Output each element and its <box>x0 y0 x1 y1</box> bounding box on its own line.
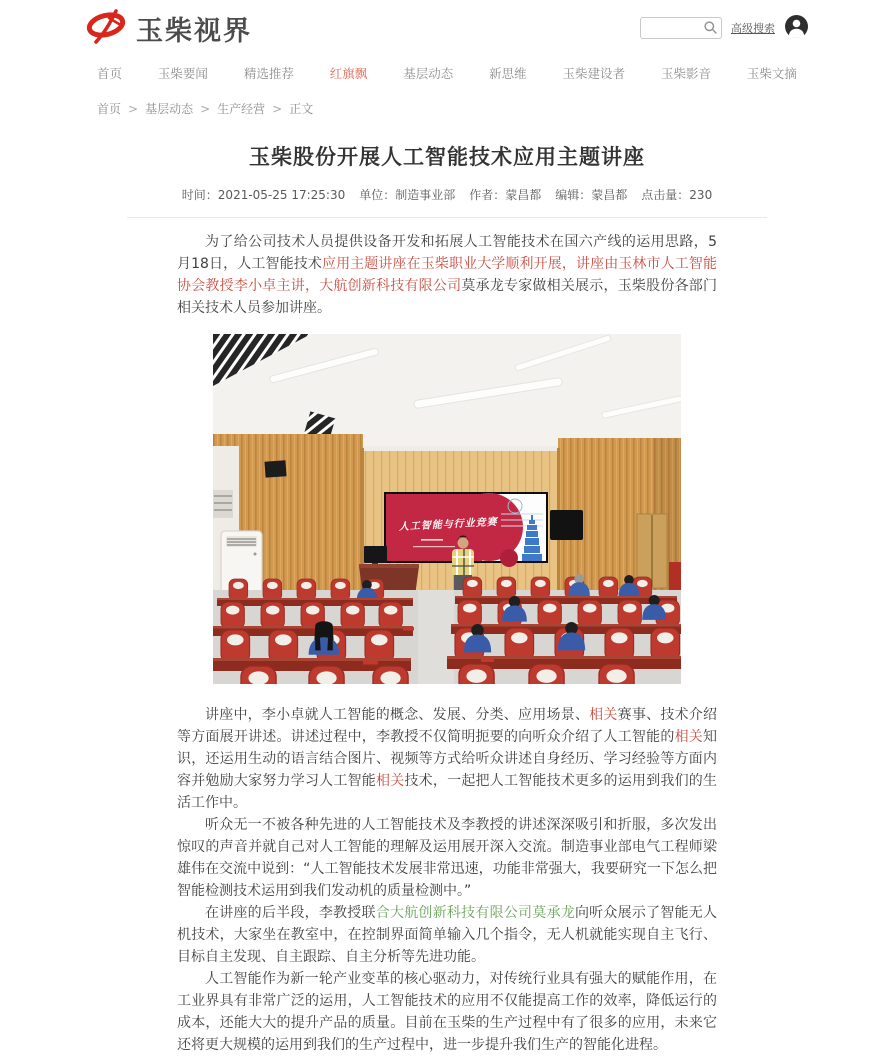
article-body-rest <box>177 704 717 1056</box>
site-logo[interactable] <box>85 8 252 48</box>
nav-item-9[interactable]: 玉柴文摘 <box>746 66 797 81</box>
meta-divider <box>127 217 767 218</box>
main-nav <box>85 52 809 92</box>
highlighted-text: 合大航创新科技有限公司莫承龙 <box>375 905 575 921</box>
meta-item-5: 点击量：230 <box>641 188 713 202</box>
nav-item-4[interactable]: 红旗飘 <box>329 66 368 81</box>
breadcrumb-item-4: 正文 <box>289 102 314 116</box>
highlighted-text: 应用主题讲座在玉柴职业大学顺利开展，讲座由玉林市人工智能协会教授李小卓主讲，大航创新科技有限公司 <box>177 256 717 294</box>
slide-title: 人工智能与行业竞赛 <box>398 516 499 533</box>
breadcrumb <box>85 92 809 117</box>
article-meta <box>127 186 767 203</box>
highlighted-text: 相关 <box>589 707 618 723</box>
breadcrumb-item-3[interactable]: 生产经营 <box>217 102 266 116</box>
breadcrumb-separator: > <box>272 101 283 116</box>
body-text-segment: 赛事、技术介绍等方面展开讲述。讲述过程中，李教授不仅简明扼要的向听众介绍了人工智能的 <box>177 707 718 745</box>
breadcrumb-separator: > <box>128 101 139 116</box>
article-paragraph-2 <box>177 704 717 814</box>
meta-item-3: 作者：蒙昌都 <box>469 188 542 202</box>
body-text-segment: 在讲座的后半段，李教授联 <box>205 905 376 921</box>
nav-item-6[interactable]: 新思维 <box>489 66 527 81</box>
breadcrumb-item-2[interactable]: 基层动态 <box>145 102 194 116</box>
meta-item-1: 时间：2021-05-25 17:25:30 <box>181 188 346 202</box>
nav-item-7[interactable]: 玉柴建设者 <box>562 66 626 81</box>
breadcrumb-item-1[interactable]: 首页 <box>97 102 122 116</box>
lecture-photo <box>213 334 681 684</box>
article-paragraph-4 <box>177 902 717 968</box>
page-container <box>85 0 809 1056</box>
highlighted-text: 相关 <box>674 729 704 745</box>
advanced-search-link[interactable]: 高级搜索 <box>731 22 775 35</box>
body-text-segment: 讲座中，李小卓就人工智能的概念、发展、分类、应用场景、 <box>205 707 590 723</box>
nav-item-8[interactable]: 玉柴影音 <box>660 66 711 81</box>
body-text-segment: 莫承龙专家做相关展示，玉柴股份各部门相关技术人员参加讲座。 <box>177 278 718 316</box>
user-avatar-icon[interactable] <box>784 14 809 43</box>
body-text-segment: 技术，一起把人工智能技术更多的运用到我们的生活工作中。 <box>177 773 718 811</box>
article-paragraph-5 <box>177 968 717 1056</box>
article-body-top <box>177 231 717 319</box>
body-text-segment: 知识，还运用生动的语言结合图片、视频等方式给听众讲述自身经历、学习经验等方面内容并勉励大家努力学习人工智能 <box>177 729 718 789</box>
logo-text: 玉柴视界 <box>136 15 252 47</box>
search-icon[interactable] <box>703 20 718 39</box>
search-box <box>640 17 722 39</box>
body-text-segment: 人工智能作为新一轮产业变革的核心驱动力，对传统行业具有强大的赋能作用，在工业界具有非常广泛的运用，人工智能技术的应用不仅能提高工作的效率，降低运行的成本，还能大大的提升产品的质量。目前在玉柴的生产过程中有了很多的应用，未来它还将更大规模的运用到我们的生产过程中，进一步提升我们生产的智能化进程。 <box>177 971 717 1053</box>
logo-swoosh-icon <box>85 8 129 48</box>
breadcrumb-separator: > <box>200 101 211 116</box>
meta-item-4: 编辑：蒙昌都 <box>555 188 628 202</box>
nav-item-3[interactable]: 精选推荐 <box>243 66 294 81</box>
top-bar <box>85 0 809 52</box>
body-text-segment: 为了给公司技术人员提供设备开发和拓展人工智能技术在国六产线的运用思路，5月18日，人工智能技术 <box>177 234 717 272</box>
article-paragraph-3 <box>177 814 717 902</box>
search-area <box>640 14 809 43</box>
meta-item-2: 单位：制造事业部 <box>359 188 456 202</box>
nav-item-2[interactable]: 玉柴要闻 <box>157 66 208 81</box>
highlighted-text: 相关 <box>376 773 405 789</box>
body-text-segment: 听众无一不被各种先进的人工智能技术及李教授的讲述深深吸引和折服，多次发出惊叹的声音并就自己对人工智能的理解及运用展开深入交流。制造事业部电气工程师梁雄伟在交流中说到：“人工智能技术发展非常迅速，功能非常强大，我要研究一下怎么把智能检测技术运用到我们发动机的质量检测中。” <box>177 817 717 899</box>
page-title: 玉柴股份开展人工智能技术应用主题讲座 <box>249 145 645 169</box>
photo-wrapper <box>127 334 767 688</box>
body-text-segment: 向听众展示了智能无人机技术，大家坐在教室中，在控制界面简单输入几个指令，无人机就能实现自主飞行、目标自主发现、自主跟踪、自主分析等先进功能。 <box>177 905 718 965</box>
nav-item-5[interactable]: 基层动态 <box>403 66 454 81</box>
article-paragraph-1 <box>177 231 717 319</box>
article <box>127 141 767 1056</box>
nav-item-1[interactable]: 首页 <box>97 66 123 81</box>
